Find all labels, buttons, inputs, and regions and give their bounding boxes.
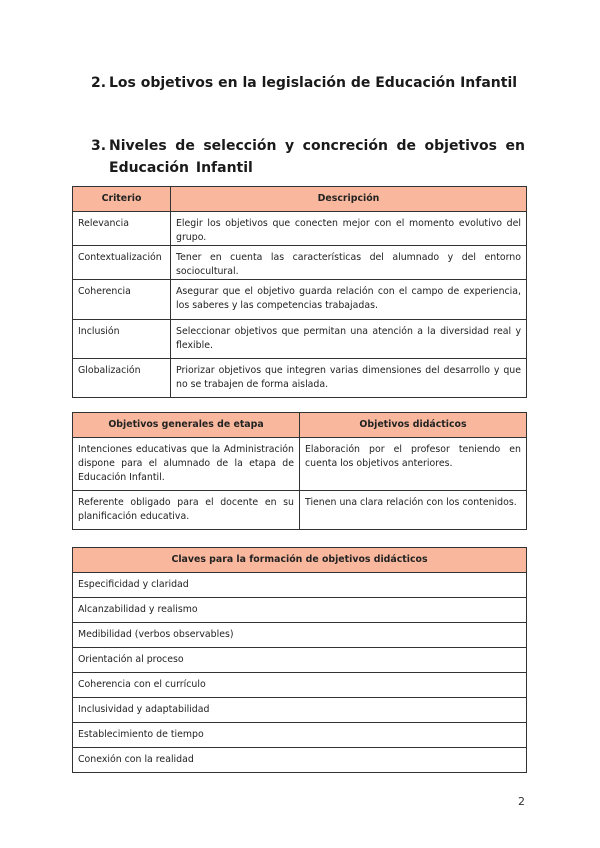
description-cell: Priorizar objetivos que integren varias dimensiones del desarrollo y que no se trabajen de forma aislada. (171, 359, 527, 398)
key-item: Conexión con la realidad (73, 748, 527, 773)
description-cell: Elegir los objetivos que conecten mejor con el momento evolutivo del grupo. (171, 212, 527, 246)
key-item: Alcanzabilidad y realismo (73, 598, 527, 623)
table-row (73, 723, 527, 748)
key-item: Inclusividad y adaptabilidad (73, 698, 527, 723)
description-cell: Asegurar que el objetivo guarda relación con el campo de experiencia, los saberes y las competencias trabajadas. (171, 280, 527, 320)
key-item: Establecimiento de tiempo (73, 723, 527, 748)
general-objective-cell: Intenciones educativas que la Administración dispone para el alumnado de la etapa de Educación Infantil. (73, 438, 300, 491)
table-header-claves: Claves para la formación de objetivos didácticos (73, 548, 527, 573)
table-row (73, 598, 527, 623)
table-row (73, 748, 527, 773)
section-3-title: Niveles de selección y concreción de objetivos en Educación Infantil (109, 138, 525, 176)
key-item: Coherencia con el currículo (73, 673, 527, 698)
section-3-heading (91, 135, 525, 179)
table-row (73, 623, 527, 648)
table-header-objetivos-generales: Objetivos generales de etapa (73, 413, 300, 438)
table-header-descripcion: Descripción (171, 187, 527, 212)
table-row (73, 246, 527, 280)
description-cell: Tener en cuenta las características del alumnado y del entorno sociocultural. (171, 246, 527, 280)
criterion-cell: Relevancia (73, 212, 171, 246)
key-item: Orientación al proceso (73, 648, 527, 673)
table-row (73, 673, 527, 698)
table-header-objetivos-didacticos: Objetivos didácticos (300, 413, 527, 438)
didactic-objective-cell: Tienen una clara relación con los contenidos. (300, 491, 527, 530)
table-row (73, 359, 527, 398)
section-3-number: 3. (91, 138, 107, 154)
criterion-cell: Inclusión (73, 320, 171, 359)
didactic-objective-cell: Elaboración por el profesor teniendo en cuenta los objetivos anteriores. (300, 438, 527, 491)
table-row (73, 491, 527, 530)
criterion-cell: Globalización (73, 359, 171, 398)
table-row (73, 280, 527, 320)
table-row (73, 698, 527, 723)
criteria-table (72, 186, 527, 398)
section-2-heading (91, 72, 525, 94)
keys-table (72, 547, 527, 773)
description-cell: Seleccionar objetivos que permitan una atención a la diversidad real y flexible. (171, 320, 527, 359)
table-row (73, 573, 527, 598)
table-row (73, 648, 527, 673)
table-row (73, 438, 527, 491)
criterion-cell: Contextualización (73, 246, 171, 280)
objectives-comparison-table (72, 412, 527, 530)
general-objective-cell: Referente obligado para el docente en su planificación educativa. (73, 491, 300, 530)
page-number: 2 (518, 795, 525, 808)
table-row (73, 320, 527, 359)
table-row (73, 212, 527, 246)
criterion-cell: Coherencia (73, 280, 171, 320)
key-item: Especificidad y claridad (73, 573, 527, 598)
section-2-title: Los objetivos en la legislación de Educación Infantil (109, 75, 518, 91)
key-item: Medibilidad (verbos observables) (73, 623, 527, 648)
section-2-number: 2. (91, 75, 107, 91)
table-header-criterio: Criterio (73, 187, 171, 212)
